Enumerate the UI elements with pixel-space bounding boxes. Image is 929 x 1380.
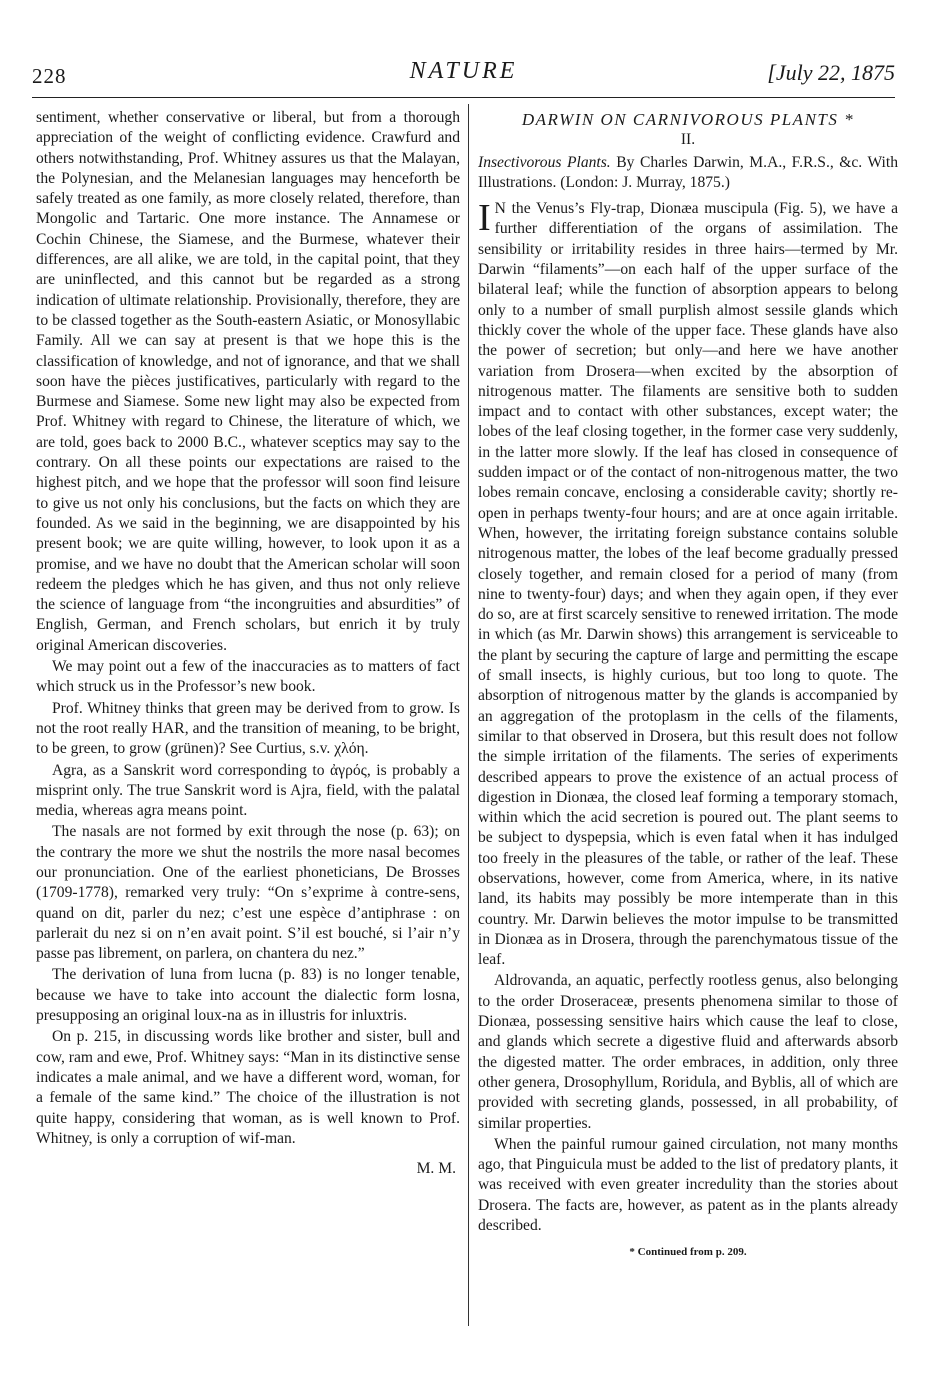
first-paragraph	[478, 199, 898, 970]
author-signature: M. M.	[416, 1160, 456, 1178]
left-paragraph: We may point out a few of the inaccuracies as to matters of fact which struck us in the Professor’s new book.	[36, 658, 460, 696]
journal-title: NATURE	[409, 58, 518, 84]
page-header	[32, 58, 895, 94]
drop-cap: I	[478, 197, 491, 240]
footnote: * Continued from p. 209.	[629, 1246, 747, 1259]
right-paragraph: When the painful rumour gained circulation, not many months ago, that Pinguicula must be added to the list of predatory plants, it was received with even greater incredulity than the stories about Drosera. The facts are, however, as patent as in the plants already described.	[478, 1135, 898, 1235]
book-title: Insectivorous Plants.	[478, 153, 611, 171]
left-column	[36, 108, 460, 1179]
header-rule	[32, 97, 895, 98]
article-part: II.	[680, 131, 696, 149]
book-reference	[478, 153, 898, 194]
column-divider	[468, 104, 469, 1326]
page-number: 228	[32, 64, 67, 88]
left-paragraph: On p. 215, in discussing words like brother and sister, bull and cow, ram and ewe, Prof. Whitney says: “Man in its distinctive sense indicates a male animal, and we have a different word, woman, for a female of the same kind.” The choice of the illustration is not quite happy, considering that woman, as is well known to Prof. Whitney, is only a corruption of wif-man.	[36, 1028, 460, 1147]
right-paragraph: Aldrovanda, an aquatic, perfectly rootless genus, also belonging to the order Droseraceæ, presents phenomena similar to those of Dionæa, possessing sensitive hairs which cause the leaf to close, and glands which secrete a digestive fluid and afterwards absorb the digested matter. The order embraces, in addition, only three other genera, Drosophyllum, Roridula, and Byblis, all of which are provided with secreting glands, possessed, in all probability, of similar properties.	[478, 972, 898, 1132]
left-paragraph: The nasals are not formed by exit through the nose (p. 63); on the contrary the more we shut the nostrils the more nasal becomes our pronunciation. One of the earliest phoneticians, De Brosses (1709-1778), remarked very truly: “On s’exprime à contre-sens, quand on dit, parler du nez; c’est une espèce d’antiphrase : on parlerait du nez si on n’en avait point. S’il est bouché, si l’air n’y passe pas librement, on parlera, on chantera du nez.”	[36, 823, 460, 963]
left-paragraph: The derivation of luna from lucna (p. 83) is no longer tenable, because we have to take into account the dialectic form losna, presupposing an original loux-na as in illustris for inluxtris.	[36, 966, 460, 1025]
left-paragraph: sentiment, whether conservative or liberal, but from a thorough appreciation of the weight of conflicting evidence. Crawfurd and others notwithstanding, Prof. Whitney assures us that the Malayan, the Polynesian, and the Melanesian languages may henceforth be safely treated as one family, as more closely related, therefore, than Mongolic and Tartaric. One more instance. The Annamese or Cochin Chinese, the Siamese, and the Burmese, whatever their differences, are all alike, we are told, in the capital point, that they are uninflected, and this cannot but be regarded as a strong indication of ultimate relationship. Provisionally, therefore, they are to be classed together as the South-eastern Asiatic, or Monosyllabic Family. All we can say at present is that we hope this is the classification of knowledge, and not of ignorance, and that we shall soon have the pièces justificatives, particularly with regard to the Burmese and Siamese. Some new light may also be expected from Prof. Whitney with regard to Chinese, the literature of which, we are told, goes back to 2000 B.C., whatever sceptics may say to the contrary. On all these points our expectations are raised to the highest pitch, and we hope that the professor will soon find leisure to give us not only his conclusions, but the facts on which they are founded. As we said in the beginning, we are disappointed by his present book; we are quite willing, however, to look upon it as a promise, and we have no doubt that the American scholar will soon redeem the pledges which he has given, and thus not only relieve the science of language from “the incongruities and absurdities” of English, German, and French scholars, but enrich it by truly original American discoveries.	[36, 109, 460, 654]
issue-date: [July 22, 1875	[767, 60, 895, 85]
book-details: By Charles Darwin, M.A., F.R.S., &c. With Illustrations. (London: J. Murray, 1875.)	[478, 153, 898, 191]
article-title: DARWIN ON CARNIVOROUS PLANTS *	[521, 110, 855, 129]
right-column	[478, 108, 898, 1263]
left-paragraph: Agra, as a Sanskrit word corresponding to ἀγρός, is probably a misprint only. The true Sanskrit word is Ajra, field, with the palatal media, whereas agra means point.	[36, 761, 460, 820]
left-paragraph: Prof. Whitney thinks that green may be derived from to grow. Is not the root really HAR, and the transition of meaning, to be bright, to be green, to grow (grünen)? See Curtius, s.v. χλόη.	[36, 699, 460, 758]
first-paragraph-text: N the Venus’s Fly-trap, Dionæa muscipula (Fig. 5), we have a further differentiation of the organs of assimilation. The sensibility or irritability resides in three hairs—termed by Mr. Darwin “filaments”—on each half of the upper surface of the bilateral leaf; while the function of absorption appears to belong only to a number of small purplish almost sessile glands which thickly cover the whole of the upper face. These glands have also the power of secretion; but only—and here we have another variation from Drosera—when excited by the absorption of nitrogenous matter. The filaments are sensitive both to sudden impact and to contact with other substances, except water; the lobes of the leaf closing together, in the former case very suddenly, in the latter more slowly. If the leaf has closed in consequence of sudden impact or of the contact of non-nitrogenous matter, the two lobes remain concave, enclosing a considerable cavity; shortly re-open in perhaps twenty-four hours; and are at once again irritable. When, however, the irritating foreign substance contains soluble nitrogenous matter, the lobes of the leaf become gradually pressed closely together, and remain closed for a period of many (from nine to twenty-four) days; and when they again open, if they ever do so, are at first scarcely sensitive to renewed irritation. The mode in which (as Mr. Darwin shows) this arrangement is serviceable to the plant by securing the capture of large and permitting the escape of small insects, is highly curious, but too long to quote. The absorption of nitrogenous matter by the glands is accompanied by an aggregation of the protoplasm in the cells of the filaments, similar to that observed in Drosera, but this result does not follow the simple irritation of the filaments. The series of experiments described appears to prove the existence of an actual process of digestion in Dionæa, the closed leaf forming a temporary stomach, within which the acid secretion is poured out. The plant seems to be subject to dyspepsia, which is even fatal when it has indulged too freely in the pleasures of the table, or rather of the leaf. These observations, however, come from America, where, in its native land, its habits may possibly be more intemperate than in this country. Mr. Darwin believes the motor impulse to be transmitted in Dionæa as in Drosera, through the parenchymatous tissue of the leaf.	[478, 200, 898, 969]
